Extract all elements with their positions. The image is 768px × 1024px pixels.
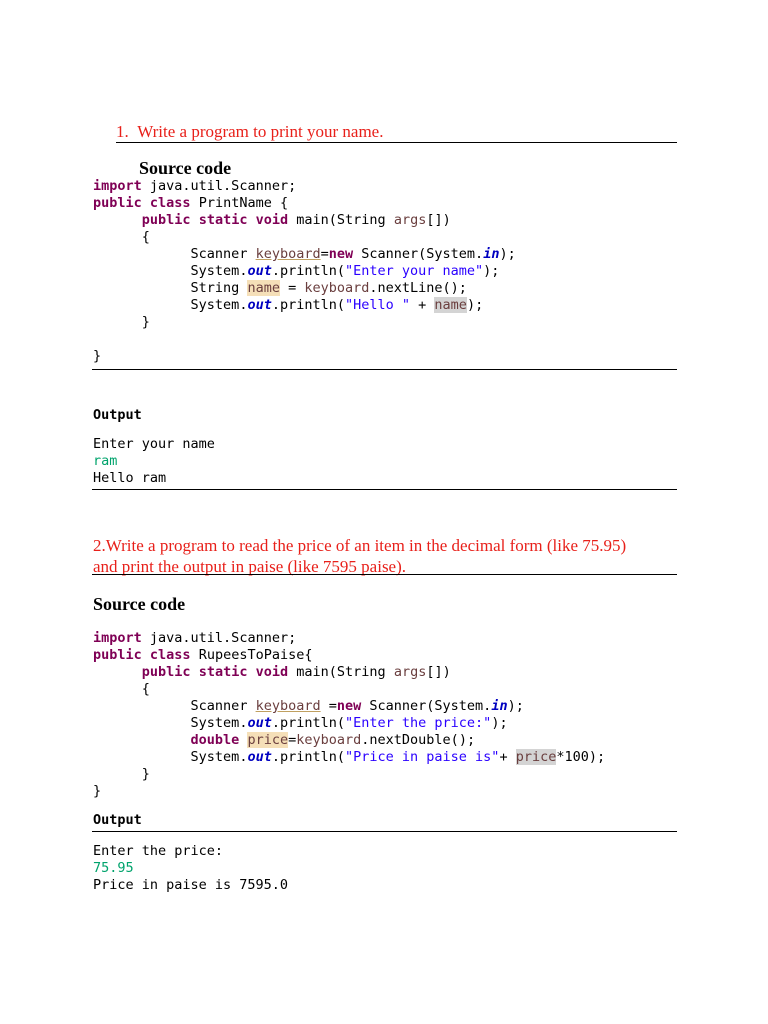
- code-text: +: [499, 749, 516, 765]
- code-text: RupeesToPaise{: [190, 647, 313, 663]
- code-keyword: import: [93, 178, 142, 194]
- code-text: }: [141, 314, 150, 330]
- code-text: );: [491, 715, 508, 731]
- q1-source-label: Source code: [139, 158, 232, 178]
- code-keyword: class: [149, 647, 191, 663]
- code-text: java.util.Scanner;: [141, 178, 297, 194]
- code-text: +: [410, 297, 435, 313]
- code-line: [93, 766, 605, 783]
- code-keyword: public: [141, 212, 191, 228]
- output-line: ram: [93, 453, 118, 469]
- code-text: .nextDouble();: [361, 732, 476, 748]
- code-text: main(String: [288, 664, 394, 680]
- code-text: java.util.Scanner;: [141, 630, 297, 646]
- code-text: .println(: [271, 263, 345, 279]
- code-keyword: new: [328, 246, 354, 262]
- q1-output-block: [93, 436, 215, 487]
- code-text: System.: [190, 715, 248, 731]
- code-line: [93, 749, 605, 766]
- code-keyword: static: [198, 664, 248, 680]
- code-keyword: public: [93, 195, 142, 211]
- code-text: Scanner(System.: [361, 698, 492, 714]
- code-string: "Price in paise is": [345, 749, 500, 765]
- code-keyword: new: [336, 698, 362, 714]
- code-keyword: void: [255, 212, 289, 228]
- code-line: [93, 178, 516, 195]
- code-text: System.: [190, 263, 248, 279]
- code-line: [93, 297, 516, 314]
- code-variable: keyboard: [296, 732, 362, 748]
- code-text: []): [426, 664, 451, 680]
- code-line: [93, 246, 516, 263]
- code-keyword: public: [93, 647, 142, 663]
- code-string: "Enter the price:": [345, 715, 492, 731]
- code-text: String: [190, 280, 248, 296]
- q1-code-block: [93, 178, 516, 365]
- q2-text-line: and print the output in paise (like 7595 paise).: [93, 557, 407, 576]
- code-text: =: [288, 732, 297, 748]
- code-text: *100);: [556, 749, 606, 765]
- output-line: Enter your name: [93, 436, 215, 452]
- code-text: );: [483, 263, 500, 279]
- code-text: {: [141, 681, 150, 697]
- code-text: .println(: [271, 715, 345, 731]
- code-keyword: double: [190, 732, 240, 748]
- code-text: );: [507, 698, 524, 714]
- q1-heading: [116, 122, 383, 142]
- code-text: =: [279, 280, 305, 296]
- q2-source-label: Source code: [93, 594, 186, 614]
- code-text: {: [141, 229, 150, 245]
- code-line: [93, 212, 516, 229]
- code-line: [93, 664, 605, 681]
- code-variable: args: [393, 664, 427, 680]
- q1-text: Write a program to print your name.: [137, 122, 384, 141]
- code-line: [93, 263, 516, 280]
- code-variable: keyboard: [304, 280, 370, 296]
- code-line: [93, 630, 605, 647]
- code-text: []): [426, 212, 451, 228]
- code-text: System.: [190, 749, 248, 765]
- code-variable: args: [393, 212, 427, 228]
- code-text: Scanner: [190, 698, 256, 714]
- code-line: [93, 647, 605, 664]
- code-line: [93, 732, 605, 749]
- q1-heading-rule: [116, 142, 677, 143]
- q2-heading-rule: [92, 574, 677, 575]
- code-line: [93, 698, 605, 715]
- code-line: [93, 280, 516, 297]
- q2-heading: [93, 535, 626, 577]
- code-text: PrintName {: [190, 195, 289, 211]
- q1-number: 1.: [116, 122, 129, 141]
- code-text: =: [320, 698, 337, 714]
- code-text: Scanner(System.: [353, 246, 484, 262]
- code-line: [93, 783, 605, 800]
- code-text: .nextLine();: [369, 280, 467, 296]
- code-text: }: [141, 766, 150, 782]
- code-text: System.: [190, 297, 248, 313]
- code-variable: keyboard: [255, 246, 321, 262]
- code-text: .println(: [271, 749, 345, 765]
- code-string: "Hello ": [345, 297, 411, 313]
- code-field: in: [491, 698, 508, 714]
- q2-text-line: 2.Write a program to read the price of an item in the decimal form (like 75.95): [93, 536, 627, 555]
- code-field: out: [247, 297, 272, 313]
- output-line: 75.95: [93, 860, 134, 876]
- code-field: out: [247, 749, 272, 765]
- code-keyword: public: [141, 664, 191, 680]
- code-line: [93, 195, 516, 212]
- code-field: out: [247, 715, 272, 731]
- code-text: =: [320, 246, 329, 262]
- code-variable: price: [515, 749, 557, 765]
- q2-output-block: [93, 843, 288, 894]
- code-keyword: class: [149, 195, 191, 211]
- q1-code-rule: [92, 369, 677, 370]
- code-text: );: [499, 246, 516, 262]
- code-text: main(String: [288, 212, 394, 228]
- code-variable: price: [247, 732, 289, 748]
- code-text: Scanner: [190, 246, 256, 262]
- code-text: }: [93, 348, 102, 364]
- q1-output-label: Output: [93, 407, 142, 423]
- code-line: [93, 314, 516, 331]
- code-keyword: import: [93, 630, 142, 646]
- code-text: );: [466, 297, 484, 313]
- q1-output-rule: [92, 489, 677, 490]
- q2-code-block: [93, 630, 605, 800]
- code-keyword: static: [198, 212, 248, 228]
- code-line: [93, 681, 605, 698]
- code-variable: name: [247, 280, 280, 296]
- code-line: [93, 331, 516, 348]
- output-line: Enter the price:: [93, 843, 224, 859]
- code-keyword: void: [255, 664, 289, 680]
- code-field: out: [247, 263, 272, 279]
- code-string: "Enter your name": [345, 263, 484, 279]
- code-field: in: [483, 246, 500, 262]
- code-variable: name: [434, 297, 467, 313]
- code-line: [93, 229, 516, 246]
- code-variable: keyboard: [255, 698, 321, 714]
- code-line: [93, 715, 605, 732]
- q2-output-label: Output: [93, 812, 142, 828]
- code-text: .println(: [271, 297, 345, 313]
- output-line: Price in paise is 7595.0: [93, 877, 289, 893]
- q2-output-rule: [92, 831, 677, 832]
- output-line: Hello ram: [93, 470, 167, 486]
- code-line: [93, 348, 516, 365]
- code-text: }: [93, 783, 102, 799]
